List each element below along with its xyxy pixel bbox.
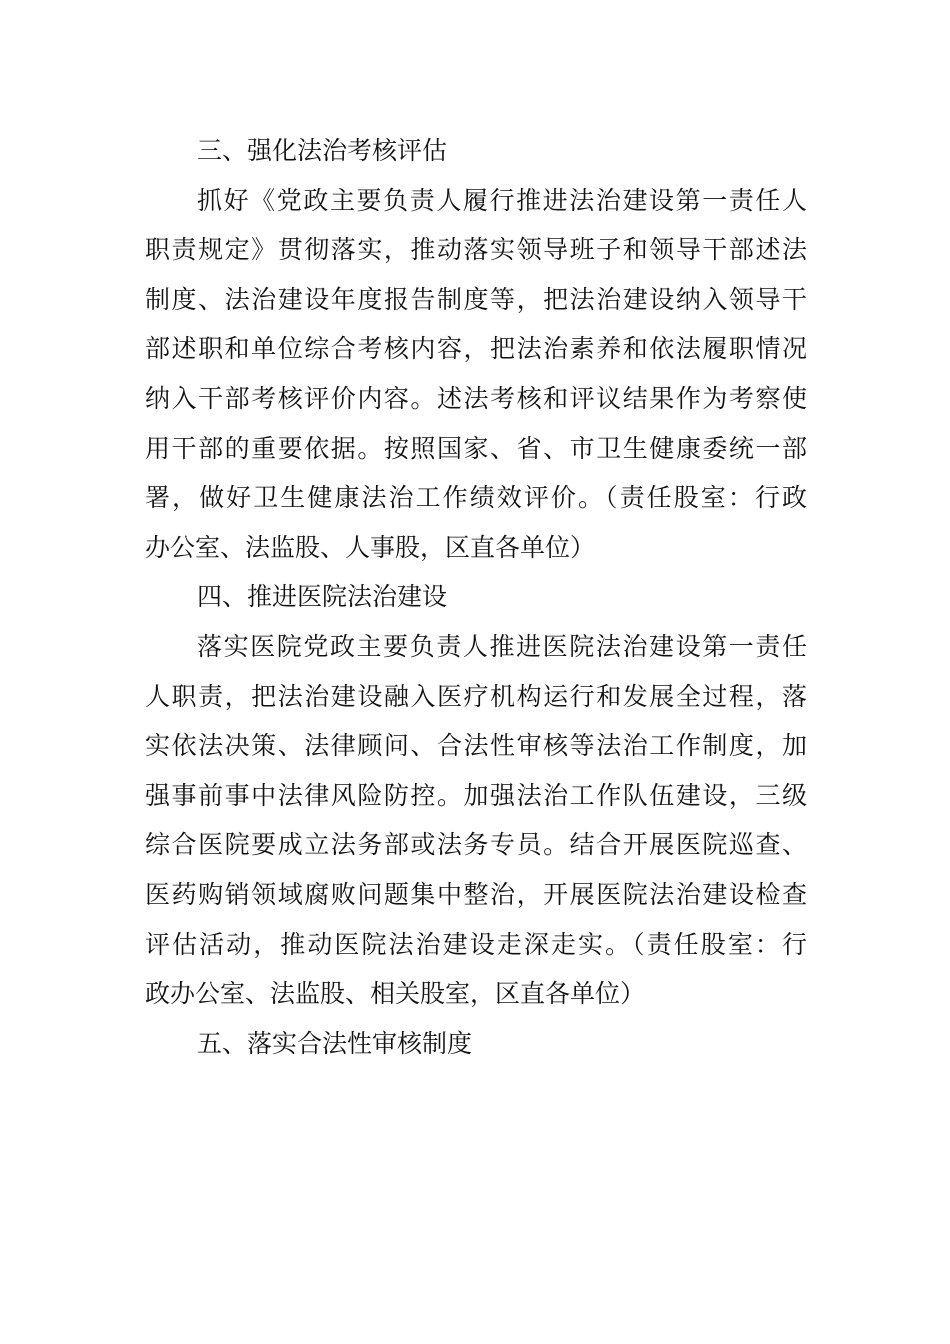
paragraph-line: 实依法决策、法律顾问、合法性审核等法治工作制度，加 [145, 731, 807, 761]
paragraph-line: 人职责，把法治建设融入医疗机构运行和发展全过程，落 [145, 681, 807, 711]
section-heading-4: 四、推进医院法治建设 [197, 582, 448, 612]
paragraph-line: 部述职和单位综合考核内容，把法治素养和依法履职情况 [145, 334, 807, 364]
paragraph-line: 署，做好卫生健康法治工作绩效评价。（责任股室：行政 [145, 483, 807, 513]
paragraph-line: 落实医院党政主要负责人推进医院法治建设第一责任 [197, 631, 807, 661]
paragraph-line: 纳入干部考核评价内容。述法考核和评议结果作为考察使 [145, 383, 807, 413]
paragraph-line: 职责规定》贯彻落实，推动落实领导班子和领导干部述法 [145, 235, 807, 265]
paragraph-line: 强事前事中法律风险防控。加强法治工作队伍建设，三级 [145, 780, 807, 810]
paragraph-line: 综合医院要成立法务部或法务专员。结合开展医院巡查、 [145, 830, 807, 860]
paragraph-line: 抓好《党政主要负责人履行推进法治建设第一责任人 [197, 185, 807, 215]
paragraph-line: 用干部的重要依据。按照国家、省、市卫生健康委统一部 [145, 433, 807, 463]
section-heading-5: 五、落实合法性审核制度 [197, 1028, 473, 1058]
paragraph-line: 医药购销领域腐败问题集中整治，开展医院法治建设检查 [145, 879, 807, 909]
paragraph-line: 政办公室、法监股、相关股室，区直各单位） [145, 979, 646, 1009]
section-heading-3: 三、强化法治考核评估 [197, 136, 448, 165]
paragraph-line: 评估活动，推动医院法治建设走深走实。（责任股室：行 [145, 929, 807, 959]
paragraph-line: 制度、法治建设年度报告制度等，把法治建设纳入领导干 [145, 284, 807, 314]
paragraph-line: 办公室、法监股、人事股，区直各单位） [145, 532, 596, 562]
document-body [145, 126, 807, 1068]
